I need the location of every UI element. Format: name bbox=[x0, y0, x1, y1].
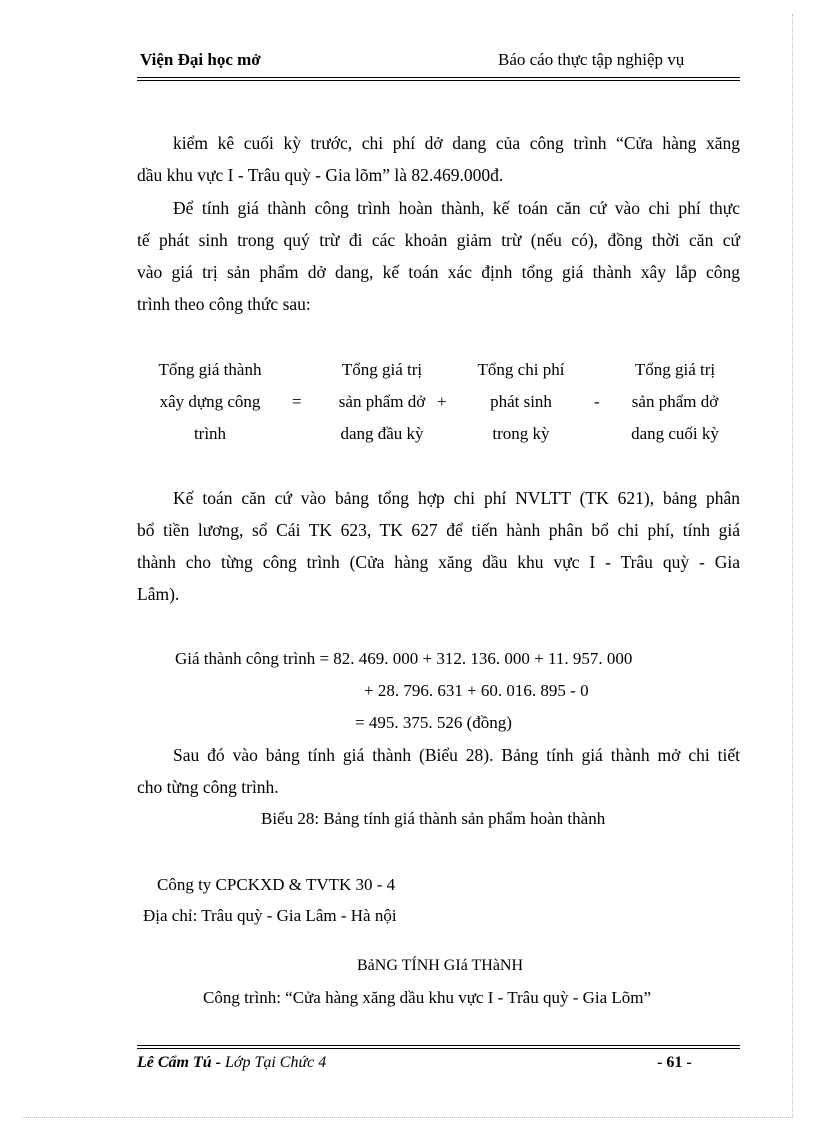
project-name: Công trình: “Cửa hàng xăng dầu khu vực I - Trâu quỳ - Gia Lõm” bbox=[203, 988, 652, 1007]
paragraph-1 bbox=[137, 127, 740, 191]
formula-text: phát sinh bbox=[490, 392, 552, 411]
company-name: Công ty CPCKXD & TVTK 30 - 4 bbox=[157, 875, 396, 894]
author-name: Lê Cẩm Tú - bbox=[137, 1054, 225, 1071]
formula-text: sản phẩm dở bbox=[631, 392, 719, 411]
calculation-line-2: + 28. 796. 631 + 60. 016. 895 - 0 bbox=[364, 681, 589, 700]
text-line: bổ tiền lương, sổ Cái TK 623, TK 627 để tiến hành phân bổ chi phí, tính giá bbox=[137, 520, 740, 540]
formula-text: xây dựng công bbox=[159, 392, 261, 411]
paragraph-3 bbox=[137, 482, 740, 610]
text-line: Kế toán căn cứ vào bảng tổng hợp chi phí NVLTT (TK 621), bảng phân bbox=[173, 488, 740, 508]
table-title: BảNG TÍNH GIá THàNH bbox=[357, 957, 524, 974]
text-line: Sau đó vào bảng tính giá thành (Biểu 28). Bảng tính giá thành mở chi tiết bbox=[173, 745, 740, 765]
footer-author bbox=[137, 1054, 326, 1072]
formula-equals: = bbox=[292, 392, 302, 411]
formula-text: dang cuối kỳ bbox=[631, 424, 719, 443]
formula-text: trong kỳ bbox=[492, 424, 550, 443]
paragraph-4 bbox=[137, 739, 740, 803]
header-rule-double bbox=[137, 80, 740, 81]
text-line: dầu khu vực I - Trâu quỳ - Gia lõm” là 82.469.000đ. bbox=[137, 165, 504, 185]
formula-term-closing-wip bbox=[615, 354, 735, 450]
text-line: cho từng công trình. bbox=[137, 777, 279, 797]
text-line: Để tính giá thành công trình hoàn thành, kế toán căn cứ vào chi phí thực bbox=[173, 198, 740, 218]
header-rule bbox=[137, 77, 740, 78]
footer-rule-double bbox=[137, 1048, 740, 1049]
calculation-line-1: Giá thành công trình = 82. 469. 000 + 312. 136. 000 + 11. 957. 000 bbox=[175, 649, 633, 668]
cost-formula bbox=[137, 354, 740, 454]
formula-text: sản phẩm dở bbox=[338, 392, 426, 411]
formula-term-total-cost bbox=[137, 354, 283, 450]
formula-plus: + bbox=[437, 392, 447, 411]
page-number: - 61 - bbox=[657, 1054, 692, 1071]
formula-text: Tổng giá trị bbox=[341, 360, 423, 379]
formula-text: Tổng giá trị bbox=[634, 360, 716, 379]
header-institution: Viện Đại học mở bbox=[140, 50, 261, 69]
formula-term-opening-wip bbox=[317, 354, 447, 450]
formula-text: trình bbox=[193, 424, 227, 443]
formula-minus: - bbox=[594, 392, 600, 411]
company-address: Địa chỉ: Trâu quỳ - Gia Lâm - Hà nội bbox=[143, 906, 397, 925]
footer-rule bbox=[137, 1045, 740, 1046]
text-line: thành cho từng công trình (Cửa hàng xăng dầu khu vực I - Trâu quỳ - Gia bbox=[137, 552, 740, 572]
text-line: kiểm kê cuối kỳ trước, chi phí dở dang của công trình “Cửa hàng xăng bbox=[173, 133, 740, 153]
formula-text: Tổng giá thành bbox=[158, 360, 262, 379]
formula-text: Tổng chi phí bbox=[477, 360, 565, 379]
paragraph-2 bbox=[137, 192, 740, 320]
formula-text: dang đầu kỳ bbox=[340, 424, 424, 443]
text-line: tế phát sinh trong quý trừ đi các khoản giảm trừ (nếu có), đồng thời căn cứ bbox=[137, 230, 740, 250]
formula-term-incurred-cost bbox=[462, 354, 580, 450]
header-report-title: Báo cáo thực tập nghiệp vụ bbox=[498, 50, 685, 69]
text-line: trình theo công thức sau: bbox=[137, 294, 311, 314]
class-label: Lớp Tại Chức 4 bbox=[225, 1054, 327, 1071]
text-line: Lâm). bbox=[137, 584, 180, 604]
calculation-result: = 495. 375. 526 (đồng) bbox=[355, 713, 512, 732]
table-caption: Biểu 28: Bảng tính giá thành sản phẩm hoàn thành bbox=[261, 809, 606, 828]
text-line: vào giá trị sản phẩm dở dang, kế toán xác định tổng giá thành xây lắp công bbox=[137, 262, 740, 282]
